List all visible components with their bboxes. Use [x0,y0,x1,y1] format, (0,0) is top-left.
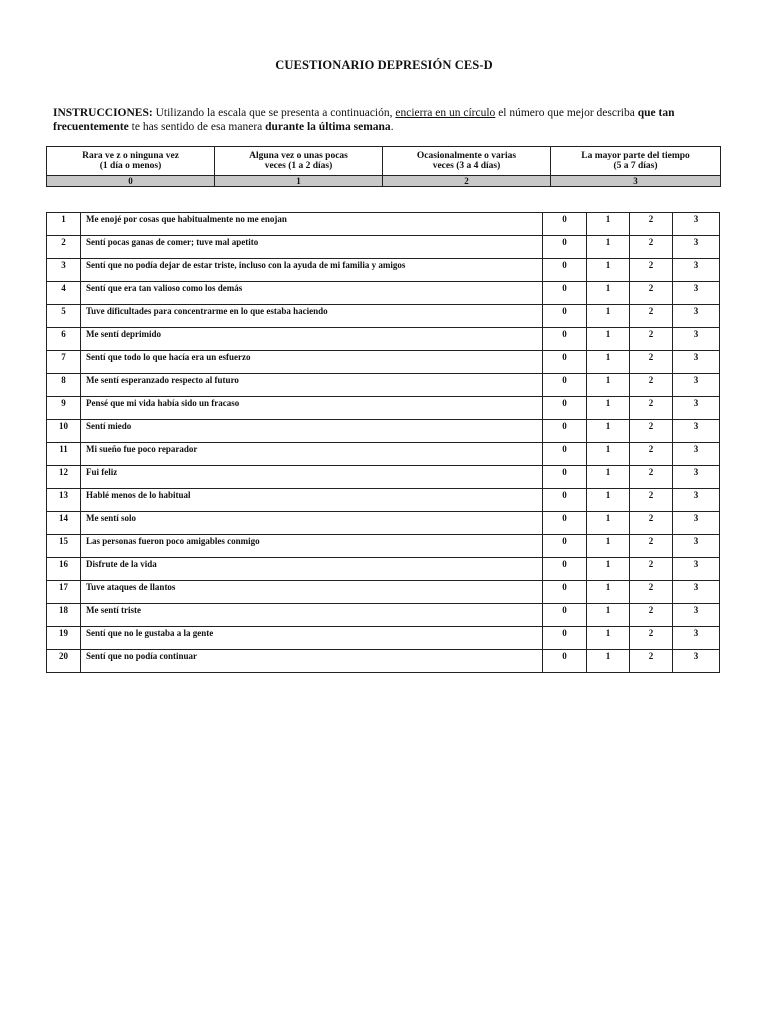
item-statement: Me sentí deprimido [81,328,543,351]
answer-option-0[interactable]: 0 [543,650,587,673]
instructions-end: . [390,121,394,133]
item-statement: Me sentí solo [81,512,543,535]
scale-value-3: 3 [551,176,721,187]
item-number: 13 [47,489,81,512]
answer-option-3[interactable]: 3 [673,627,720,650]
scale-label-2: Ocasionalmente o varias veces (3 a 4 días) [383,147,551,176]
item-statement: Fui feliz [81,466,543,489]
item-number: 4 [47,282,81,305]
scale-value-1: 1 [215,176,383,187]
answer-option-1[interactable]: 1 [587,558,630,581]
scale-label-3: La mayor parte del tiempo (5 a 7 días) [551,147,721,176]
item-number: 20 [47,650,81,673]
table-row [47,558,720,581]
answer-option-2[interactable]: 2 [630,305,673,328]
table-row [47,282,720,305]
table-row [47,397,720,420]
answer-option-0[interactable]: 0 [543,328,587,351]
answer-option-2[interactable]: 2 [630,558,673,581]
instructions-bold-frequency: que tan frecuentemente [53,107,675,133]
item-statement: Sentí que no podía continuar [81,650,543,673]
table-row [47,351,720,374]
answer-option-3[interactable]: 3 [673,466,720,489]
answer-option-3[interactable]: 3 [673,558,720,581]
table-row [47,650,720,673]
scale-value-2: 2 [383,176,551,187]
item-number: 15 [47,535,81,558]
answer-option-2[interactable]: 2 [630,374,673,397]
item-number: 5 [47,305,81,328]
item-statement: Me enojé por cosas que habitualmente no me enojan [81,213,543,236]
item-statement: Hablé menos de lo habitual [81,489,543,512]
instructions-label: INSTRUCCIONES: [53,107,153,119]
table-row [47,581,720,604]
item-statement: Sentí que todo lo que hacía era un esfuerzo [81,351,543,374]
answer-option-3[interactable]: 3 [673,213,720,236]
answer-option-1[interactable]: 1 [587,305,630,328]
answer-option-3[interactable]: 3 [673,420,720,443]
table-row [47,420,720,443]
scale-values-row [47,176,721,187]
table-row [47,236,720,259]
item-number: 8 [47,374,81,397]
item-statement: Disfrute de la vida [81,558,543,581]
table-row [47,604,720,627]
table-row [47,627,720,650]
answer-option-1[interactable]: 1 [587,466,630,489]
answer-option-0[interactable]: 0 [543,512,587,535]
table-row [47,489,720,512]
answer-option-2[interactable]: 2 [630,351,673,374]
item-statement: Las personas fueron poco amigables conmigo [81,535,543,558]
instructions-underlined: encierra en un círculo [395,107,496,119]
answer-option-3[interactable]: 3 [673,236,720,259]
table-row [47,305,720,328]
answer-option-2[interactable]: 2 [630,420,673,443]
answer-option-1[interactable]: 1 [587,489,630,512]
item-statement: Sentí que no le gustaba a la gente [81,627,543,650]
answer-option-1[interactable]: 1 [587,650,630,673]
answer-option-2[interactable]: 2 [630,259,673,282]
answer-option-2[interactable]: 2 [630,282,673,305]
answer-option-3[interactable]: 3 [673,397,720,420]
answer-option-0[interactable]: 0 [543,351,587,374]
instructions-text-2: el número que mejor describa [495,107,638,119]
item-number: 19 [47,627,81,650]
item-number: 18 [47,604,81,627]
item-number: 1 [47,213,81,236]
instructions-paragraph [53,106,721,134]
scale-labels-row [47,147,721,176]
document-title: CUESTIONARIO DEPRESIÓN CES-D [275,58,493,72]
answer-option-2[interactable]: 2 [630,328,673,351]
answer-option-1[interactable]: 1 [587,604,630,627]
answer-option-3[interactable]: 3 [673,650,720,673]
answer-option-0[interactable]: 0 [543,535,587,558]
answer-option-1[interactable]: 1 [587,420,630,443]
answer-option-3[interactable]: 3 [673,305,720,328]
answer-option-2[interactable]: 2 [630,512,673,535]
item-number: 12 [47,466,81,489]
answer-option-2[interactable]: 2 [630,535,673,558]
items-body [47,213,720,673]
answer-option-1[interactable]: 1 [587,535,630,558]
answer-option-3[interactable]: 3 [673,581,720,604]
item-statement: Sentí miedo [81,420,543,443]
answer-option-2[interactable]: 2 [630,466,673,489]
table-row [47,443,720,466]
answer-option-0[interactable]: 0 [543,305,587,328]
answer-option-2[interactable]: 2 [630,604,673,627]
answer-option-0[interactable]: 0 [543,397,587,420]
answer-option-1[interactable]: 1 [587,328,630,351]
answer-option-3[interactable]: 3 [673,259,720,282]
answer-option-2[interactable]: 2 [630,650,673,673]
answer-option-2[interactable]: 2 [630,213,673,236]
item-number: 2 [47,236,81,259]
answer-option-1[interactable]: 1 [587,236,630,259]
item-number: 3 [47,259,81,282]
answer-option-0[interactable]: 0 [543,581,587,604]
table-row [47,213,720,236]
answer-option-0[interactable]: 0 [543,259,587,282]
item-statement: Tuve ataques de llantos [81,581,543,604]
answer-option-3[interactable]: 3 [673,282,720,305]
questionnaire-items-table [46,212,720,673]
answer-option-1[interactable]: 1 [587,627,630,650]
item-number: 11 [47,443,81,466]
answer-option-1[interactable]: 1 [587,259,630,282]
answer-option-3[interactable]: 3 [673,489,720,512]
answer-option-2[interactable]: 2 [630,236,673,259]
answer-option-0[interactable]: 0 [543,466,587,489]
item-statement: Sentí que era tan valioso como los demás [81,282,543,305]
scale-label-0: Rara ve z o ninguna vez (1 día o menos) [47,147,215,176]
answer-option-0[interactable]: 0 [543,374,587,397]
answer-option-1[interactable]: 1 [587,581,630,604]
answer-option-2[interactable]: 2 [630,397,673,420]
item-number: 7 [47,351,81,374]
item-statement: Mi sueño fue poco reparador [81,443,543,466]
answer-option-0[interactable]: 0 [543,558,587,581]
table-row [47,374,720,397]
answer-option-1[interactable]: 1 [587,443,630,466]
answer-option-1[interactable]: 1 [587,213,630,236]
answer-option-0[interactable]: 0 [543,420,587,443]
answer-option-0[interactable]: 0 [543,604,587,627]
instructions-text-1: Utilizando la escala que se presenta a continuación, [152,107,396,119]
answer-option-0[interactable]: 0 [543,236,587,259]
answer-option-1[interactable]: 1 [587,397,630,420]
answer-option-1[interactable]: 1 [587,512,630,535]
table-row [47,259,720,282]
answer-option-2[interactable]: 2 [630,443,673,466]
item-number: 17 [47,581,81,604]
item-number: 6 [47,328,81,351]
answer-option-2[interactable]: 2 [630,489,673,512]
answer-option-0[interactable]: 0 [543,213,587,236]
answer-option-3[interactable]: 3 [673,535,720,558]
answer-option-0[interactable]: 0 [543,489,587,512]
answer-option-1[interactable]: 1 [587,374,630,397]
answer-option-0[interactable]: 0 [543,627,587,650]
item-number: 10 [47,420,81,443]
item-statement: Pensé que mi vida había sido un fracaso [81,397,543,420]
answer-option-3[interactable]: 3 [673,443,720,466]
answer-option-1[interactable]: 1 [587,282,630,305]
answer-option-0[interactable]: 0 [543,282,587,305]
answer-option-2[interactable]: 2 [630,627,673,650]
table-row [47,535,720,558]
scale-value-0: 0 [47,176,215,187]
item-number: 16 [47,558,81,581]
answer-option-3[interactable]: 3 [673,512,720,535]
answer-option-3[interactable]: 3 [673,351,720,374]
item-statement: Sentí que no podía dejar de estar triste, incluso con la ayuda de mi familia y amigos [81,259,543,282]
item-number: 9 [47,397,81,420]
table-row [47,328,720,351]
answer-option-2[interactable]: 2 [630,581,673,604]
table-row [47,512,720,535]
item-statement: Sentí pocas ganas de comer; tuve mal apetito [81,236,543,259]
scale-label-1: Alguna vez o unas pocas veces (1 a 2 días) [215,147,383,176]
answer-option-0[interactable]: 0 [543,443,587,466]
item-statement: Me sentí triste [81,604,543,627]
instructions-bold-period: durante la última semana [265,121,391,133]
item-statement: Tuve dificultades para concentrarme en lo que estaba haciendo [81,305,543,328]
answer-option-3[interactable]: 3 [673,604,720,627]
table-row [47,466,720,489]
rating-scale-table [46,146,721,187]
instructions-text-3: te has sentido de esa manera [128,121,266,133]
item-statement: Me sentí esperanzado respecto al futuro [81,374,543,397]
answer-option-3[interactable]: 3 [673,374,720,397]
answer-option-3[interactable]: 3 [673,328,720,351]
item-number: 14 [47,512,81,535]
answer-option-1[interactable]: 1 [587,351,630,374]
